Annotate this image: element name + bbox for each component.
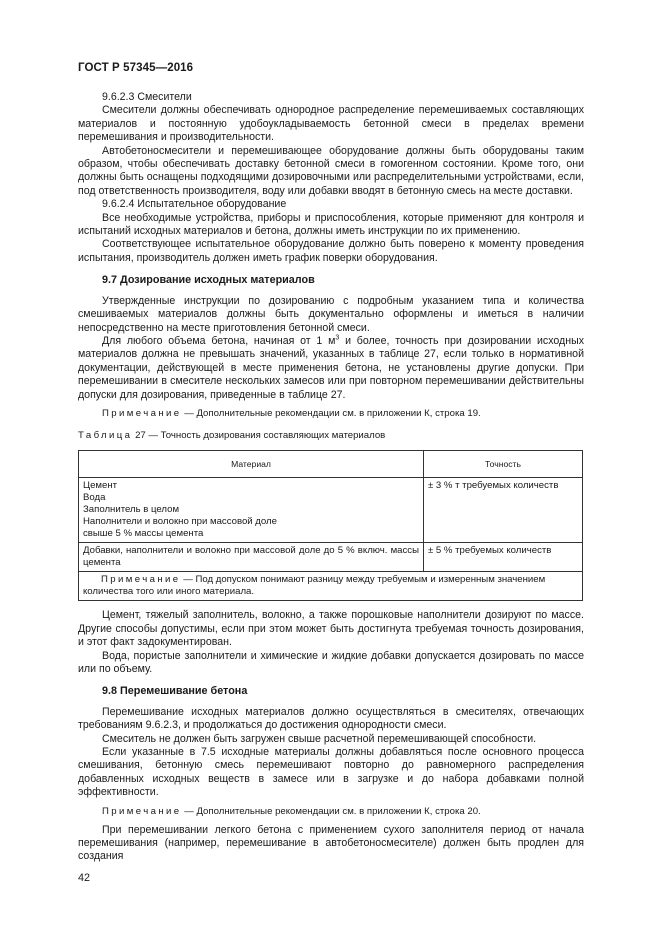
paragraph: Все необходимые устройства, приборы и приспособления, которые применяют для контроля и испытаний исходных материалов и бетона, должны иметь инструкции по их применению. bbox=[78, 211, 584, 238]
note: Примечание — Дополнительные рекомендации см. в приложении К, строка 20. bbox=[102, 805, 481, 817]
dosing-accuracy-table bbox=[78, 450, 583, 601]
table-caption: Таблица 27 — Точность дозирования составляющих материалов bbox=[78, 429, 386, 441]
accuracy-cell: ± 5 % требуемых количеств bbox=[424, 543, 583, 572]
paragraph: Цемент, тяжелый заполнитель, волокно, а также порошковые наполнители дозируют по массе. Другие способы допустимы, если при этом может быть достигнута требуемая точность дозирования, и этот факт задокументирован. bbox=[78, 609, 584, 649]
paragraph: Вода, пористые заполнители и химические и жидкие добавки допускается дозировать по массе или по объему. bbox=[78, 649, 584, 675]
material-cell: Добавки, наполнители и волокно при массовой доле до 5 % включ. массы цемента bbox=[79, 543, 424, 572]
table-row bbox=[79, 478, 583, 543]
paragraph: Смеситель не должен быть загружен свыше расчетной перемешивающей способности. bbox=[102, 732, 537, 745]
column-header-accuracy: Точность bbox=[424, 451, 583, 478]
note: Примечание — Дополнительные рекомендации см. в приложении К, строка 19. bbox=[102, 407, 481, 419]
paragraph: Соответствующее испытательное оборудование должно быть поверено к моменту проведения испытания, производитель должен иметь график поверки оборудования. bbox=[78, 238, 584, 264]
paragraph: Для любого объема бетона, начиная от 1 $м^3$ и более, точность при дозировании исходных материалов должна не превышать значений, указанных в таблице 27, если только в нормативной документации, действующей в месте применения бетона, не установлены другие допуски. При перемешивании в смесителе нескольких замесов или при повторном перемешивании действительны допуски для дозирования, приведенные в таблице 27. bbox=[78, 334, 585, 401]
page-number: 42 bbox=[78, 872, 91, 884]
paragraph: При перемешивании легкого бетона с применением сухого заполнителя период от начала перемешивания (например, перемешивание в автобетоносмесителе) должен быть продлен для создания bbox=[78, 823, 584, 863]
section-9624-title: 9.6.2.4 Испытательное оборудование bbox=[102, 198, 287, 211]
document-header: ГОСТ Р 57345—2016 bbox=[78, 62, 194, 74]
paragraph: Если указанные в 7.5 исходные материалы должны добавляться после основного процесса смешивания, бетонную смесь перемешивают повторно до равномерного распределения добавленных исходных веществ в замесе или в загрузке и до набора добавками полной эффективности. bbox=[78, 746, 584, 799]
paragraph: Автобетоносмесители и перемешивающее оборудование должны быть оборудованы таким образом, чтобы обеспечивать доставку бетонной смеси в гомогенном состоянии. Кроме того, они должны быть оснащены подходящими дозировочными или распределительными устройствами, если, под ответственность производителя, воду или добавки вводят в бетонную смесь на месте доставки. bbox=[78, 144, 584, 197]
section-97-heading: 9.7 Дозирование исходных материалов bbox=[102, 274, 315, 287]
paragraph: Смесители должны обеспечивать однородное распределение перемешиваемых составляющих материалов и постоянную удобоукладываемость бетонной смеси в пределах времени перемешивания и производительности. bbox=[78, 104, 584, 144]
table-note: Примечание — Под допуском понимают разницу между требуемым и измеренным значением количества того или иного материала. bbox=[79, 572, 583, 601]
page-content bbox=[78, 91, 584, 864]
paragraph: Утвержденные инструкции по дозированию с подробным указанием типа и количества смешиваемых материалов должны быть документально оформлены и иметься в наличии непосредственно на месте приготовления бетонной смеси. bbox=[78, 294, 584, 334]
material-cell: Цемент Вода Заполнитель в целом Наполнители и волокно при массовой доле свыше 5 % массы цемента bbox=[79, 478, 424, 543]
section-98-heading: 9.8 Перемешивание бетона bbox=[102, 685, 248, 698]
table-row bbox=[79, 543, 583, 572]
paragraph: Перемешивание исходных материалов должно осуществляться в смесителях, отвечающих требованиям 9.6.2.3, и продолжаться до достижения однородности смеси. bbox=[78, 705, 584, 732]
table-note-row bbox=[79, 572, 583, 601]
section-9623-title: 9.6.2.3 Смесители bbox=[102, 91, 192, 103]
column-header-material: Материал bbox=[79, 451, 424, 478]
accuracy-cell: ± 3 % т требуемых количеств bbox=[424, 478, 583, 543]
table-header-row bbox=[79, 451, 583, 478]
